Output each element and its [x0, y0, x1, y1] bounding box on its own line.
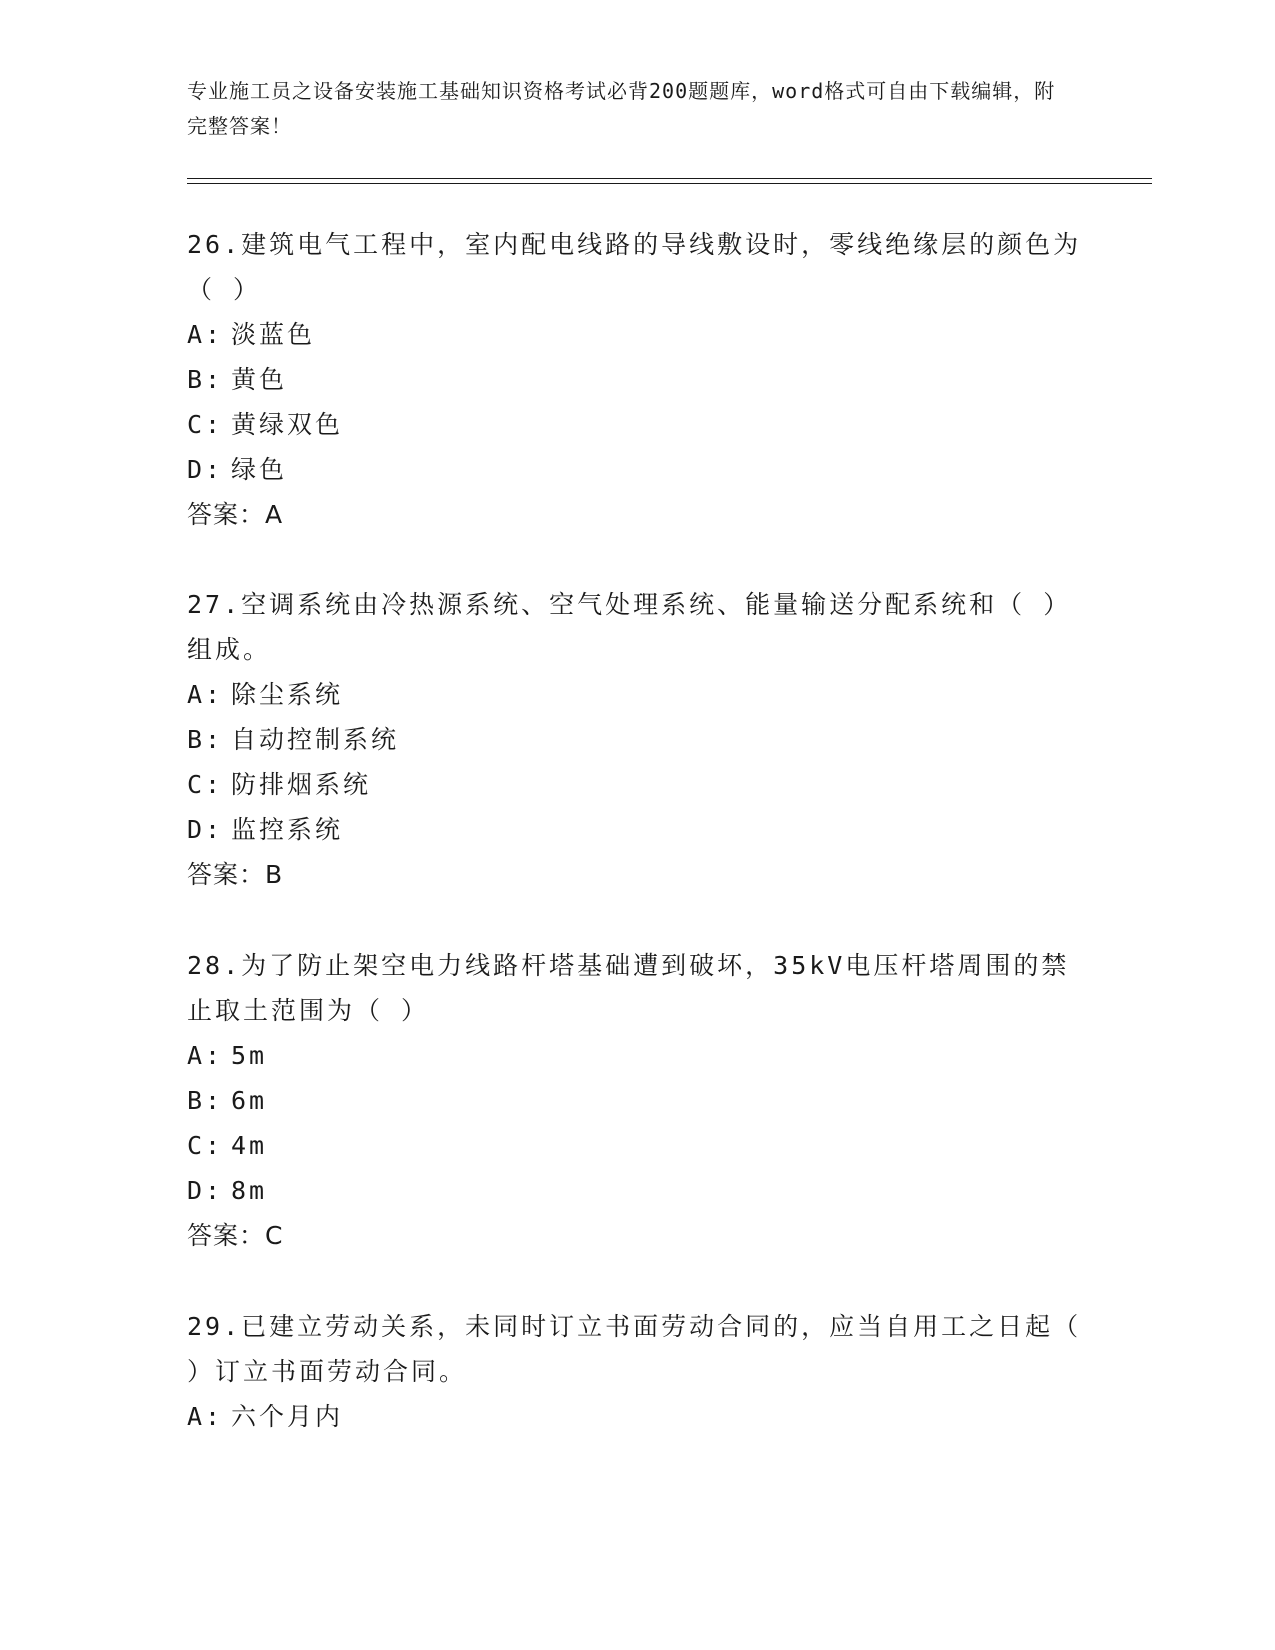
option-key: B:	[187, 725, 224, 754]
answer-label: 答案：B	[187, 860, 284, 889]
option-text: 8m	[231, 1176, 268, 1205]
question-stem: 27.空调系统由冷热源系统、空气处理系统、能量输送分配系统和（ ）组成。	[187, 590, 1072, 664]
question-27	[187, 582, 1087, 897]
option-text: 黄色	[231, 365, 288, 394]
option-text: 自动控制系统	[231, 725, 400, 754]
option-key: B:	[187, 365, 224, 394]
question-stem: 29.已建立劳动关系，未同时订立书面劳动合同的，应当自用工之日起（ ）订立书面劳动合同。	[187, 1312, 1082, 1386]
option-a	[187, 1033, 1087, 1078]
option-c	[187, 1123, 1087, 1168]
document-header: 专业施工员之设备安装施工基础知识资格考试必背200题题库，word格式可自由下载编辑，附完整答案！	[187, 79, 1056, 138]
option-text: 防排烟系统	[231, 770, 372, 799]
question-28	[187, 943, 1087, 1258]
question-26	[187, 222, 1087, 537]
option-d	[187, 447, 1087, 492]
option-a	[187, 672, 1087, 717]
option-key: A:	[187, 1402, 224, 1431]
answer-label: 答案：A	[187, 500, 284, 529]
option-b	[187, 717, 1087, 762]
answer-label: 答案：C	[187, 1221, 284, 1250]
option-text: 6m	[231, 1086, 268, 1115]
option-d	[187, 807, 1087, 852]
option-key: C:	[187, 410, 224, 439]
option-text: 监控系统	[231, 815, 344, 844]
option-key: D:	[187, 455, 224, 484]
question-stem: 28.为了防止架空电力线路杆塔基础遭到破坏，35kV电压杆塔周围的禁止取土范围为（ ）	[187, 951, 1070, 1025]
option-b	[187, 357, 1087, 402]
option-text: 淡蓝色	[231, 320, 316, 349]
option-c	[187, 762, 1087, 807]
option-key: C:	[187, 770, 224, 799]
option-key: A:	[187, 680, 224, 709]
option-b	[187, 1078, 1087, 1123]
header-divider-top	[187, 178, 1152, 179]
option-key: D:	[187, 1176, 224, 1205]
option-text: 六个月内	[231, 1402, 344, 1431]
option-key: A:	[187, 320, 224, 349]
header-divider-bottom	[187, 183, 1152, 184]
option-a	[187, 1394, 1087, 1439]
option-text: 5m	[231, 1041, 268, 1070]
option-key: A:	[187, 1041, 224, 1070]
option-text: 除尘系统	[231, 680, 344, 709]
option-d	[187, 1168, 1087, 1213]
option-c	[187, 402, 1087, 447]
option-key: D:	[187, 815, 224, 844]
option-text: 4m	[231, 1131, 268, 1160]
option-a	[187, 312, 1087, 357]
option-key: C:	[187, 1131, 224, 1160]
option-text: 绿色	[231, 455, 288, 484]
question-29	[187, 1304, 1087, 1439]
option-key: B:	[187, 1086, 224, 1115]
question-stem: 26.建筑电气工程中，室内配电线路的导线敷设时，零线绝缘层的颜色为（ ）	[187, 230, 1082, 304]
option-text: 黄绿双色	[231, 410, 344, 439]
